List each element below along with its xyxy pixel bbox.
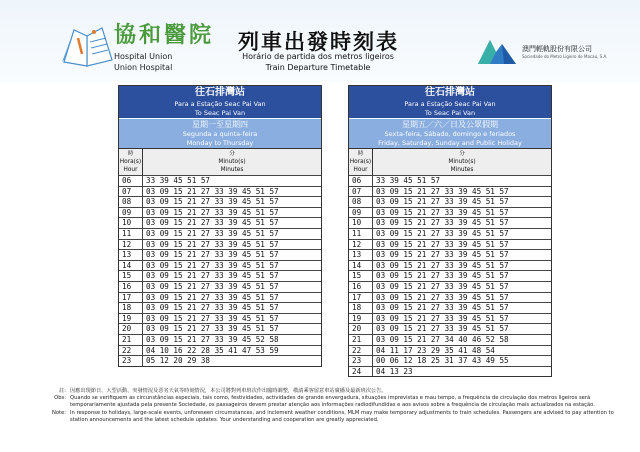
hour-cell: 21 (349, 335, 373, 345)
hour-cell: 10 (349, 218, 373, 228)
hour-cell: 22 (349, 346, 373, 356)
minutes-cell: 05 12 20 29 38 (146, 356, 211, 366)
table-row (349, 196, 551, 207)
table-row (349, 239, 551, 250)
day-range-pt: Sexta-feira, Sábado, domingo e feriados (349, 130, 551, 139)
destination-en: To Seac Pai Van (119, 109, 321, 118)
minute-header: 分 Minuto(s) Minutes (448, 151, 476, 173)
table-row (119, 249, 321, 260)
minutes-cell: 03 09 15 21 27 33 39 45 51 57 (146, 260, 279, 270)
hour-cell: 23 (119, 356, 143, 366)
book-logo-icon (60, 22, 114, 68)
table-row (349, 366, 551, 377)
hour-cell: 13 (349, 250, 373, 260)
hour-cell: 18 (349, 303, 373, 313)
timetable-weekday (118, 85, 322, 367)
table-row (349, 270, 551, 281)
timetable-rows (349, 175, 551, 376)
minutes-cell: 03 09 15 21 27 33 39 45 51 57 (376, 250, 509, 260)
column-header (119, 148, 321, 175)
hour-cell: 14 (119, 261, 143, 271)
table-row (349, 207, 551, 218)
hour-cell: 17 (119, 293, 143, 303)
minutes-cell: 03 09 15 21 27 33 39 45 52 58 (146, 334, 279, 344)
hour-cell: 20 (349, 324, 373, 334)
minutes-cell: 03 09 15 21 27 33 39 45 51 57 (146, 324, 279, 334)
table-row (119, 270, 321, 281)
note-pt: Obs: Quando se verifiquem as circunstâncias especiais, tais como, festividades, actividades de grande envergadura, situações imprevistas e mau tempo, a frequência de circulação dos metros ligeiros será temporariamente ajustada pela presente Sociedade, os passageiros devem prestar atenção aos informações radiodifundidas e aos avisos sobre a frequência de circulação mais actualizados na estação. (54, 395, 595, 409)
table-row (349, 260, 551, 271)
table-row (349, 345, 551, 356)
hour-cell: 09 (119, 208, 143, 218)
minutes-cell: 03 09 15 21 27 33 39 45 51 57 (376, 197, 509, 207)
hour-header: 時 Hora(s) Hour (349, 151, 372, 173)
destination-pt: Para a Estação Seac Pai Van (349, 100, 551, 109)
minutes-cell: 03 09 15 21 27 34 40 46 52 58 (376, 334, 509, 344)
table-row (119, 175, 321, 186)
minutes-cell: 03 09 15 21 27 33 39 45 51 57 (376, 292, 509, 302)
hour-cell: 11 (119, 229, 143, 239)
hour-cell: 12 (119, 240, 143, 250)
minutes-cell: 03 09 15 21 27 33 39 45 51 57 (376, 239, 509, 249)
column-header (349, 148, 551, 175)
minutes-cell: 03 09 15 21 27 33 39 45 51 57 (146, 228, 279, 238)
minutes-cell: 03 09 15 21 27 33 39 45 51 57 (376, 303, 509, 313)
hour-cell: 18 (119, 303, 143, 313)
day-range-en: Monday to Thursday (119, 139, 321, 148)
hour-cell: 20 (119, 324, 143, 334)
hour-cell: 06 (349, 176, 373, 186)
hour-cell: 13 (119, 250, 143, 260)
metro-logo-icon (476, 36, 518, 66)
page-title-en: Train Departure Timetable (265, 63, 371, 72)
hour-cell: 16 (349, 282, 373, 292)
table-row (119, 228, 321, 239)
hour-cell: 24 (349, 367, 373, 377)
table-row (349, 175, 551, 186)
minutes-cell: 04 11 17 23 29 35 41 48 54 (376, 345, 495, 355)
day-range-cn: 星期五／六／日及公眾假期 (349, 118, 551, 130)
station-title: 往石排灣站 (349, 86, 551, 100)
minutes-cell: 03 09 15 21 27 33 39 45 51 57 (146, 271, 279, 281)
table-row (349, 249, 551, 260)
minutes-cell: 33 39 45 51 57 (146, 176, 211, 185)
table-row (119, 313, 321, 324)
hospital-name-en: Union Hospital (114, 63, 173, 72)
table-row (349, 228, 551, 239)
header (0, 0, 640, 82)
minutes-cell: 03 09 15 21 27 33 39 45 51 57 (146, 186, 279, 196)
minutes-cell: 04 13 23 (376, 366, 413, 376)
minute-header: 分 Minuto(s) Minutes (218, 151, 246, 173)
minutes-cell: 03 09 15 21 27 33 39 45 51 57 (376, 281, 509, 291)
hour-cell: 06 (119, 176, 143, 186)
table-row (349, 302, 551, 313)
hour-cell: 17 (349, 293, 373, 303)
timetable-weekend (348, 85, 552, 377)
table-row (119, 260, 321, 271)
minutes-cell: 03 09 15 21 27 33 39 45 51 57 (146, 207, 279, 217)
table-row (349, 334, 551, 345)
table-row (119, 345, 321, 356)
note-en: Note: In response to holidays, large-scale events, unforeseen circumstances, and inclement weather conditions, MLM may make temporary adjustments to train schedules. Passengers are advised to pay attention to station announcements and the latest schedule updates. Your understanding and cooperation are greatly appreciated. (51, 409, 614, 423)
destination-pt: Para a Estação Seac Pai Van (119, 100, 321, 109)
timetable-rows (119, 175, 321, 366)
table-row (349, 292, 551, 303)
minutes-cell: 03 09 15 21 27 33 39 45 51 57 (146, 250, 279, 260)
table-row (119, 292, 321, 303)
table-row (119, 323, 321, 334)
hour-cell: 07 (349, 187, 373, 197)
table-row (119, 239, 321, 250)
minutes-cell: 03 09 15 21 27 33 39 45 51 57 (376, 218, 509, 228)
table-row (119, 302, 321, 313)
minutes-cell: 03 09 15 21 27 33 39 45 51 57 (376, 207, 509, 217)
destination-en: To Seac Pai Van (349, 109, 551, 118)
table-row (119, 217, 321, 228)
table-row (349, 313, 551, 324)
minutes-cell: 04 10 16 22 28 35 41 47 53 59 (146, 345, 279, 355)
note-cn: 註: 因應出現節日、大型活動、突發情況及惡劣天氣等時刻情況，本公司將對列車班次作出臨時調整，敬請乘客留意車站廣播及最新班次公告。 (59, 388, 387, 394)
minutes-cell: 03 09 15 21 27 33 39 45 51 57 (146, 197, 279, 207)
table-row (349, 217, 551, 228)
hour-cell: 19 (349, 314, 373, 324)
table-row (349, 355, 551, 366)
hospital-name-cn: 協和醫院 (114, 23, 215, 48)
hour-cell: 19 (119, 314, 143, 324)
minutes-cell: 03 09 15 21 27 33 39 45 51 57 (146, 281, 279, 291)
hour-cell: 10 (119, 218, 143, 228)
table-row (119, 334, 321, 345)
company-name-pt: Sociedade do Metro Ligeiro de Macau, S.A. (522, 54, 608, 59)
hour-cell: 14 (349, 261, 373, 271)
day-range-pt: Segunda a quinta-feira (119, 130, 321, 139)
table-row (349, 281, 551, 292)
hour-cell: 21 (119, 335, 143, 345)
notes (36, 388, 626, 424)
minutes-cell: 03 09 15 21 27 33 39 45 51 57 (146, 313, 279, 323)
table-row (119, 207, 321, 218)
table-row (349, 323, 551, 334)
minutes-cell: 03 09 15 21 27 33 39 45 51 57 (146, 292, 279, 302)
table-row (119, 281, 321, 292)
day-range-en: Friday, Saturday, Sunday and Public Holiday (349, 139, 551, 148)
company-name-cn: 澳門輕軌股份有限公司 (522, 45, 592, 53)
hour-cell: 11 (349, 229, 373, 239)
minutes-cell: 03 09 15 21 27 33 39 45 51 57 (146, 303, 279, 313)
hour-header: 時 Hora(s) Hour (119, 151, 142, 173)
minutes-cell: 03 09 15 21 27 33 39 45 51 57 (376, 271, 509, 281)
hour-cell: 15 (119, 271, 143, 281)
hour-cell: 08 (349, 197, 373, 207)
hour-cell: 23 (349, 356, 373, 366)
hour-cell: 16 (119, 282, 143, 292)
station-title: 往石排灣站 (119, 86, 321, 100)
table-row (349, 186, 551, 197)
minutes-cell: 03 09 15 21 27 33 39 45 51 57 (146, 218, 279, 228)
hour-cell: 08 (119, 197, 143, 207)
hour-cell: 15 (349, 271, 373, 281)
minutes-cell: 03 09 15 21 27 33 39 45 51 57 (376, 228, 509, 238)
table-row (119, 186, 321, 197)
hour-cell: 07 (119, 187, 143, 197)
minutes-cell: 03 09 15 21 27 33 39 45 51 57 (146, 239, 279, 249)
minutes-cell: 00 06 12 18 25 31 37 43 49 55 (376, 356, 509, 366)
minutes-cell: 03 09 15 21 27 33 39 45 51 57 (376, 260, 509, 270)
page-title-pt: Horário de partida dos metros ligeiros (242, 52, 394, 61)
hospital-name-pt: Hospital Union (114, 52, 173, 61)
minutes-cell: 03 09 15 21 27 33 39 45 51 57 (376, 324, 509, 334)
hour-cell: 09 (349, 208, 373, 218)
table-row (119, 196, 321, 207)
hour-cell: 12 (349, 240, 373, 250)
table-row (119, 355, 321, 366)
minutes-cell: 03 09 15 21 27 33 39 45 51 57 (376, 313, 509, 323)
page-title: 列車出發時刻表 (238, 30, 399, 54)
day-range-cn: 星期一至星期四 (119, 118, 321, 130)
minutes-cell: 03 09 15 21 27 33 39 45 51 57 (376, 186, 509, 196)
hour-cell: 22 (119, 346, 143, 356)
minutes-cell: 33 39 45 51 57 (376, 176, 441, 185)
